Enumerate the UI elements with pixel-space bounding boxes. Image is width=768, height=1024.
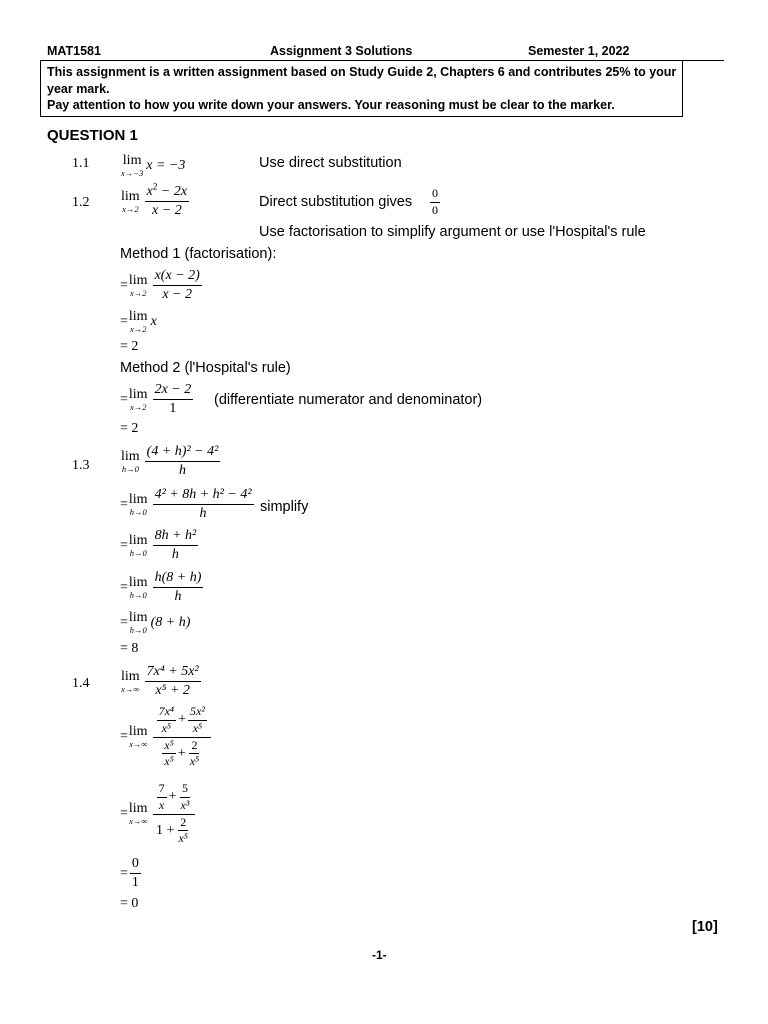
lim-operator: lim <box>121 188 140 204</box>
q14-result: = 0 <box>120 896 139 911</box>
lim-subscript: h→0 <box>121 463 139 474</box>
frac-num: x⁵ <box>162 739 176 755</box>
q12-num-exp: 2 <box>152 181 158 192</box>
q12-note: Use factorisation to simplify argument or use l'Hospital's rule <box>259 224 646 240</box>
q11-comment: Use direct substitution <box>259 155 402 171</box>
q13-number: 1.3 <box>72 458 90 473</box>
q12-m1-step2-expr: x <box>150 313 157 329</box>
frac-den: x³ <box>180 797 190 812</box>
lim-subscript: x→−3 <box>121 168 144 178</box>
document-title: Assignment 3 Solutions <box>270 44 413 58</box>
frac-den: x⁵ <box>178 831 188 846</box>
q13-step0: lim h→0 $\frac{\text{(4 + h)² − 4²}}{h}$ <box>121 444 219 479</box>
q14-result-fraction: = $\frac{0}{1}$ <box>120 856 139 891</box>
lim-subscript: x→2 <box>129 287 147 298</box>
frac-den: x⁵ <box>164 754 174 769</box>
q12-number: 1.2 <box>72 195 90 210</box>
frac-den: 0 <box>432 202 438 217</box>
frac-den: 1 <box>169 401 177 417</box>
q13-result: = 8 <box>120 641 139 656</box>
q14-one-plus: 1 + <box>156 822 175 838</box>
frac-den: x⁵ <box>192 720 203 735</box>
semester-label: Semester 1, 2022 <box>528 44 630 58</box>
frac-num: x(x − 2) <box>153 268 202 286</box>
frac-num: h(8 + h) <box>153 570 204 588</box>
frac-num: 7x⁴ <box>157 705 177 721</box>
frac-den: 1 <box>131 875 139 891</box>
assignment-notice-box <box>40 61 683 117</box>
frac-den: x − 2 <box>162 287 193 303</box>
frac-den: x⁵ + 2 <box>155 683 190 699</box>
frac-den: h <box>199 506 207 522</box>
q13-step2: = lim h→0 $\frac{\text{8h + h²}}{h}$ <box>120 528 197 563</box>
frac-den: h <box>174 589 182 605</box>
frac-num: 5x² <box>188 705 207 721</box>
q12-m1-step1: = lim x→2 $\frac{x(x - 2)}{x - 2}$ <box>120 268 200 303</box>
q12-num-rest: − 2x <box>157 184 188 199</box>
frac-num: 8h + h² <box>153 528 199 546</box>
course-code: MAT1581 <box>47 44 101 58</box>
q12-zero-over-zero <box>428 187 442 218</box>
q12-m2-result: = 2 <box>120 421 139 436</box>
lim-subscript: x→2 <box>129 401 147 412</box>
lim-subscript: h→0 <box>129 589 147 600</box>
q12-num-x: x <box>146 184 153 199</box>
q12-method2-label: Method 2 (l'Hospital's rule) <box>120 360 291 376</box>
frac-num: (4 + h)² − 4² <box>145 444 221 462</box>
lim-subscript: x→∞ <box>129 816 148 827</box>
lim-subscript: h→0 <box>129 547 147 558</box>
q12-method1-label: Method 1 (factorisation): <box>120 246 277 262</box>
frac-den: x⁵ <box>189 754 200 769</box>
frac-num: 7 <box>157 782 167 798</box>
q11-expr: x = −3 <box>146 157 186 173</box>
lim-operator: lim <box>122 153 142 168</box>
frac-den: x <box>158 797 165 812</box>
page-number: -1- <box>372 948 387 962</box>
lim-subscript: x→∞ <box>121 683 140 694</box>
lim-subscript: x→∞ <box>129 739 148 750</box>
notice-line-3: Pay attention to how you write down your answers. Your reasoning must be clear to the marker. <box>47 98 615 112</box>
q12-m1-result: = 2 <box>120 339 139 354</box>
q12-m2-comment: (differentiate numerator and denominator) <box>214 392 483 408</box>
q12-m1-step2: = lim x→2 x <box>120 309 157 334</box>
total-marks: [10] <box>692 919 718 935</box>
notice-line-2: year mark. <box>47 81 110 96</box>
frac-den: x⁵ <box>161 720 172 735</box>
frac-num: 2 <box>178 816 188 832</box>
frac-den: h <box>178 463 186 479</box>
q13-step4: = lim h→0 (8 + h) <box>120 610 191 635</box>
notice-line-1: This assignment is a written assignment based on Study Guide 2, Chapters 6 and contributes 25% to your <box>47 65 677 79</box>
frac-num: 0 <box>130 856 141 874</box>
frac-num: 0 <box>430 187 440 203</box>
q13-step3: = lim h→0 $\frac{h(8 + h)}{h}$ <box>120 570 202 605</box>
q12-expression <box>120 181 191 219</box>
frac-num: 4² + 8h + h² − 4² <box>153 487 254 505</box>
q13-step1: = lim h→0 $\frac{\text{4² + 8h + h² − 4²}}{h}$ <box>120 487 252 522</box>
question-title: QUESTION 1 <box>47 127 138 144</box>
frac-num: 2x − 2 <box>153 382 194 400</box>
lim-subscript: x→2 <box>129 324 147 334</box>
q14-step1: = lim x→∞ $\frac{\text{7x⁴}}{\text{x⁵}}$ + $\frac{\text{5x²}}{\text{x⁵}}$ $\frac{\text{x⁵}}{\text{x⁵}}$ + $\frac{2}{\text{x⁵}}$ <box>120 705 213 769</box>
q13-step4-expr: (8 + h) <box>150 614 191 630</box>
lim-subscript: h→0 <box>129 506 147 517</box>
lim-subscript: h→0 <box>129 625 147 635</box>
q12-comment: Direct substitution gives <box>259 194 413 210</box>
q12-den: x − 2 <box>152 203 182 219</box>
q13-step1-comment: simplify <box>260 499 309 515</box>
q12-m2-step1: = lim x→2 $\frac{2x - 2}{1}$ <box>120 382 192 417</box>
q14-number: 1.4 <box>72 676 90 691</box>
lim-subscript: x→2 <box>122 203 139 214</box>
frac-num: 7x⁴ + 5x² <box>145 664 201 682</box>
q14-step0: lim x→∞ $\frac{\text{7x⁴ + 5x²}}{\text{x⁵ + 2}}$ <box>121 664 199 699</box>
frac-den: h <box>171 547 179 563</box>
q14-step2: = lim x→∞ $\frac{7}{x}$ + $\frac{5}{\text{x³}}$ 1 + $\frac{2}{\text{x⁵}}$ <box>120 782 197 846</box>
frac-num: 2 <box>189 739 199 755</box>
q11-number: 1.1 <box>72 156 90 171</box>
q11-expression <box>120 153 185 178</box>
frac-num: 5 <box>180 782 190 798</box>
